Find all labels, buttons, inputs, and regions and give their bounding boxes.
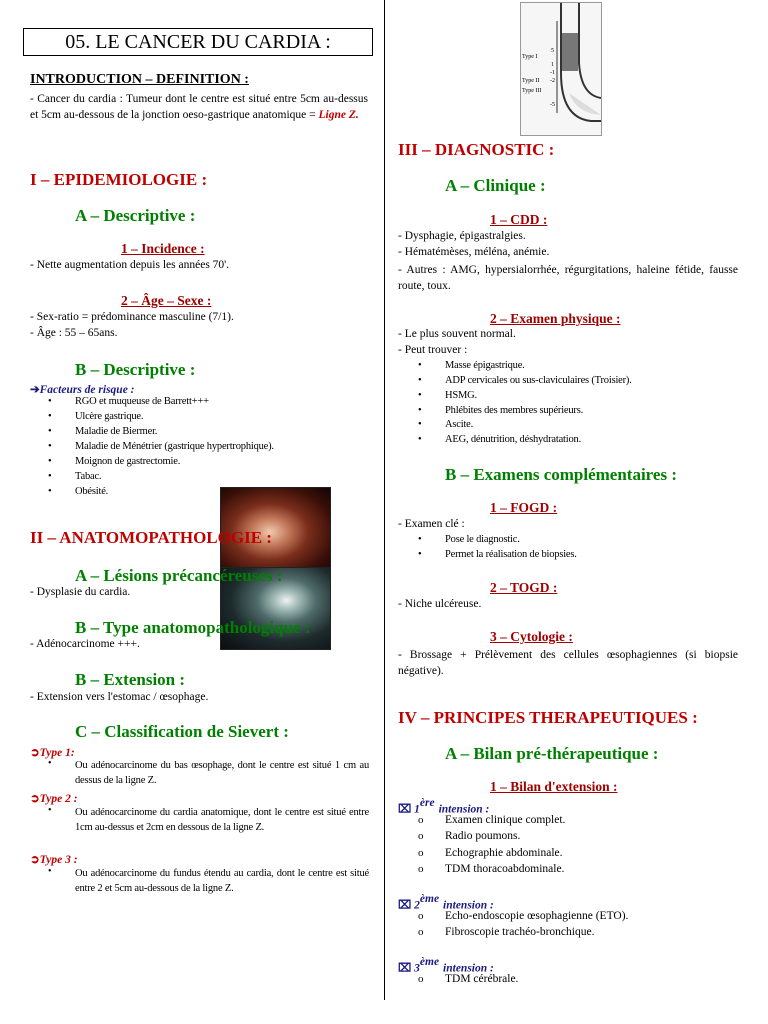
lesions-heading: A – Lésions précancéreuses : bbox=[75, 566, 283, 585]
arrow-icon: ➲ bbox=[30, 854, 40, 866]
intro-heading: INTRODUCTION – DEFINITION : bbox=[30, 72, 249, 87]
intension-1-word: intension : bbox=[438, 803, 490, 816]
intension-3-item: o TDM cérébrale. bbox=[445, 973, 518, 985]
intension-1-item: o Radio poumons. bbox=[445, 830, 520, 842]
exam-item: • Ascite. bbox=[445, 419, 473, 430]
checkbox-icon: ⌧ bbox=[398, 962, 415, 975]
arrow-icon: ➲ bbox=[30, 747, 40, 759]
lesions-text: - Dysplasie du cardia. bbox=[30, 586, 131, 598]
page-title: 05. LE CANCER DU CARDIA : bbox=[23, 28, 373, 56]
type3-text: Type 3 : bbox=[39, 854, 78, 866]
cytologie-text: - Brossage + Prélèvement des cellules œsophagiennes (si biopsie négative). bbox=[398, 649, 738, 677]
sievert-heading: C – Classification de Sievert : bbox=[75, 722, 289, 741]
exam-item: • Masse épigastrique. bbox=[445, 360, 525, 371]
diagram-scale: -2 bbox=[550, 78, 555, 84]
type2-label bbox=[30, 789, 78, 807]
cdd-heading: 1 – CDD : bbox=[490, 212, 548, 227]
type-anapath-heading: B – Type anatomopathologique : bbox=[75, 618, 311, 637]
bilan-heading: A – Bilan pré-thérapeutique : bbox=[445, 744, 659, 763]
siewert-diagram bbox=[520, 2, 602, 136]
fogd-heading: 1 – FOGD : bbox=[490, 500, 558, 515]
diagram-label-type2: Type II bbox=[522, 78, 540, 84]
bullet-dot: • bbox=[48, 758, 52, 769]
risk-item: • Tabac. bbox=[75, 471, 101, 482]
intension-1-sup: ère bbox=[419, 797, 435, 809]
risk-item: • Ulcère gastrique. bbox=[75, 411, 143, 422]
arrow-icon: ➲ bbox=[30, 793, 40, 805]
bullet-dot: • bbox=[48, 866, 52, 877]
intension-3-sup: ème bbox=[419, 956, 440, 968]
sex-ratio-text: - Sex-ratio = prédominance masculine (7/1). bbox=[30, 311, 234, 323]
arrow-right-icon: ➔ bbox=[30, 384, 40, 396]
intension-2-item: o Fibroscopie trachéo-bronchique. bbox=[445, 926, 594, 938]
exam-physique-heading: 2 – Examen physique : bbox=[490, 311, 621, 326]
type1-description: Ou adénocarcinome du bas œsophage, dont le centre est situé 1 cm au dessus de la ligne Z. bbox=[75, 760, 369, 786]
epidemio-b-heading: B – Descriptive : bbox=[75, 360, 196, 379]
intension-1-item: o Echographie abdominale. bbox=[445, 847, 563, 859]
risk-item: • Maladie de Ménétrier (gastrique hypertrophique). bbox=[75, 441, 274, 452]
exam-item: • ADP cervicales ou sus-claviculaires (Troisier). bbox=[445, 375, 632, 386]
checkbox-icon: ⌧ bbox=[398, 803, 415, 816]
diagram-scale: -1 bbox=[550, 70, 555, 76]
intro-definition: - Cancer du cardia : Tumeur dont le centre est situé entre 5cm au-dessus et 5cm au-dessous de la jonction oeso-gastrique anatomique = bbox=[30, 93, 368, 121]
intension-2-word: intension : bbox=[443, 899, 494, 912]
risk-item: • Maladie de Biermer. bbox=[75, 426, 157, 437]
diagram-scale: 5 bbox=[551, 48, 554, 54]
risk-item: • Obésité. bbox=[75, 486, 108, 497]
column-divider bbox=[384, 0, 385, 1000]
bilan-extension-heading: 1 – Bilan d'extension : bbox=[490, 779, 618, 794]
exam-text-2: - Peut trouver : bbox=[398, 344, 468, 356]
incidence-text: - Nette augmentation depuis les années 70'. bbox=[30, 259, 230, 271]
risk-factors-label: Facteurs de risque : bbox=[39, 384, 135, 396]
fogd-item: • Pose le diagnostic. bbox=[445, 534, 520, 545]
type1-label bbox=[30, 743, 75, 761]
diagram-scale: -5 bbox=[550, 102, 555, 108]
anapath-heading: II – ANATOMOPATHOLOGIE : bbox=[30, 528, 272, 547]
bullet-dot: • bbox=[48, 805, 52, 816]
togd-text: - Niche ulcéreuse. bbox=[398, 598, 482, 610]
examens-heading: B – Examens complémentaires : bbox=[445, 465, 677, 484]
type2-description: Ou adénocarcinome du cardia anatomique, dont le centre est situé entre 1cm au-dessus et 2cm en dessous de la ligne Z. bbox=[75, 807, 369, 833]
diagram-label-type3: Type III bbox=[522, 88, 542, 94]
therapeutic-heading: IV – PRINCIPES THERAPEUTIQUES : bbox=[398, 708, 698, 727]
type-anapath-text: - Adénocarcinome +++. bbox=[30, 638, 140, 650]
siewert-diagram-drawing bbox=[521, 3, 601, 135]
intro-text bbox=[30, 91, 368, 123]
exam-item: • AEG, dénutrition, déshydratation. bbox=[445, 434, 581, 445]
togd-heading: 2 – TOGD : bbox=[490, 580, 558, 595]
epidemio-a-heading: A – Descriptive : bbox=[75, 206, 196, 225]
intension-1-item: o Examen clinique complet. bbox=[445, 814, 565, 826]
epidemio-heading: I – EPIDEMIOLOGIE : bbox=[30, 170, 208, 189]
cytologie-heading: 3 – Cytologie : bbox=[490, 629, 573, 644]
intension-2-num: 2 bbox=[414, 899, 420, 912]
type3-label bbox=[30, 850, 78, 868]
extension-text: - Extension vers l'estomac / œsophage. bbox=[30, 691, 209, 703]
fogd-item: • Permet la réalisation de biopsies. bbox=[445, 549, 577, 560]
exam-item: • HSMG. bbox=[445, 390, 477, 401]
intension-3-word: intension : bbox=[443, 962, 494, 975]
risk-item: • RGO et muqueuse de Barrett+++ bbox=[75, 396, 209, 407]
incidence-heading: 1 – Incidence : bbox=[121, 241, 205, 256]
exam-text-1: - Le plus souvent normal. bbox=[398, 328, 516, 340]
diagram-label-type1: Type I bbox=[522, 54, 538, 60]
checkbox-icon: ⌧ bbox=[398, 899, 415, 912]
intension-1-item: o TDM thoracoabdominale. bbox=[445, 863, 564, 875]
exam-item: • Phlébites des membres supérieurs. bbox=[445, 405, 583, 416]
diagram-scale: 1 bbox=[551, 62, 554, 68]
type1-text: Type 1: bbox=[39, 747, 75, 759]
intension-2-item: o Echo-endoscopie œsophagienne (ETO). bbox=[445, 910, 628, 922]
age-sex-heading: 2 – Âge – Sexe : bbox=[121, 293, 212, 308]
clinique-heading: A – Clinique : bbox=[445, 176, 546, 195]
type2-text: Type 2 : bbox=[39, 793, 78, 805]
ligne-z: Ligne Z. bbox=[318, 109, 359, 121]
fogd-text: - Examen clé : bbox=[398, 518, 465, 530]
cdd-text-3: - Autres : AMG, hypersialorrhée, régurgitations, haleine fétide, fausse route, toux. bbox=[398, 264, 738, 292]
intension-2-sup: ème bbox=[419, 893, 440, 905]
cdd-text-2: - Hématémèses, méléna, anémie. bbox=[398, 246, 550, 258]
cdd-text-1: - Dysphagie, épigastralgies. bbox=[398, 230, 526, 242]
risk-item: • Moignon de gastrectomie. bbox=[75, 456, 180, 467]
extension-heading: B – Extension : bbox=[75, 670, 186, 689]
intension-1-num: 1 bbox=[414, 803, 420, 816]
age-text: - Âge : 55 – 65ans. bbox=[30, 327, 118, 339]
diagnostic-heading: III – DIAGNOSTIC : bbox=[398, 140, 555, 159]
intension-3-num: 3 bbox=[414, 962, 420, 975]
type3-description: Ou adénocarcinome du fundus étendu au cardia, dont le centre est situé entre 2 et 5cm au-dessous de la ligne Z. bbox=[75, 868, 369, 894]
